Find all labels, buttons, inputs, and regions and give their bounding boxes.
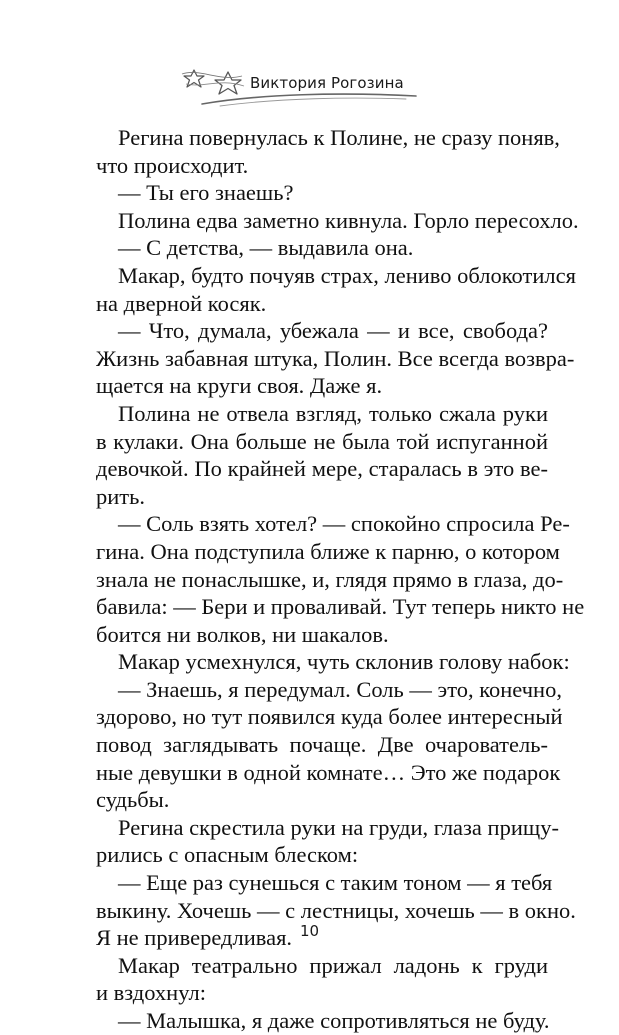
text-line: Полина не отвела взгляд, только сжала руки: [118, 400, 548, 426]
text-line: ные девушки в одной комнате… Это же подарок: [96, 759, 561, 785]
text-line: — Соль взять хотел? — спокойно спросила Ре-: [118, 511, 570, 537]
text-line: Я не привередливая.: [96, 925, 293, 951]
text-line: щается на круги своя. Даже я.: [96, 373, 383, 399]
page-number: 10: [299, 922, 320, 940]
running-head: [180, 60, 420, 110]
text-line: что происходит.: [96, 152, 249, 178]
body-text: [96, 124, 585, 1035]
text-line: в кулаки. Она больше не была той испуганной: [96, 428, 548, 454]
text-line: судьбы.: [96, 787, 170, 813]
running-head-author: Виктория Рогозина: [250, 74, 404, 92]
text-line: выкину. Хочешь — с лестницы, хочешь — в окно.: [96, 897, 576, 923]
text-line: — Ты его знаешь?: [118, 180, 294, 206]
text-line: Регина повернулась к Полине, не сразу поняв,: [118, 125, 560, 150]
text-line: Регина скрестила руки на груди, глаза прищу-: [118, 814, 559, 840]
text-line: — Малышка, я даже сопротивляться не буду.: [118, 1008, 550, 1033]
text-line: рить.: [96, 483, 146, 509]
text-line: Макар театрально прижал ладонь к груди: [118, 952, 548, 978]
text-line: боится ни волков, ни шакалов.: [96, 621, 389, 647]
text-line: знала не понаслышке, и, глядя прямо в глаза, до-: [96, 566, 564, 592]
text-line: гина. Она подступила ближе к парню, о котором: [96, 538, 560, 564]
text-line: — С детства, — выдавила она.: [118, 235, 414, 261]
text-line: девочкой. По крайней мере, старалась в это ве-: [96, 456, 548, 482]
text-line: — Что, думала, убежала — и все, свобода?: [118, 318, 548, 344]
text-line: Макар усмехнулся, чуть склонив голову набок:: [118, 649, 570, 675]
text-line: Жизнь забавная штука, Полин. Все всегда возвра-: [96, 345, 575, 371]
text-line: и вздохнул:: [96, 980, 206, 1006]
text-line: — Знаешь, я передумал. Соль — это, конечно,: [118, 676, 562, 702]
text-line: на дверной косяк.: [96, 290, 267, 316]
text-line: — Еще раз сунешься с таким тоном — я тебя: [118, 870, 553, 896]
text-line: здорово, но тут появился куда более интересный: [96, 704, 563, 730]
text-line: бавила: — Бери и проваливай. Тут теперь никто не: [96, 594, 585, 620]
text-line: Макар, будто почуяв страх, лениво облокотился: [118, 262, 576, 288]
text-line: Полина едва заметно кивнула. Горло пересохло.: [118, 207, 579, 233]
text-line: повод заглядывать почаще. Две очарователь-: [96, 732, 548, 758]
text-line: рились с опасным блеском:: [96, 842, 359, 868]
